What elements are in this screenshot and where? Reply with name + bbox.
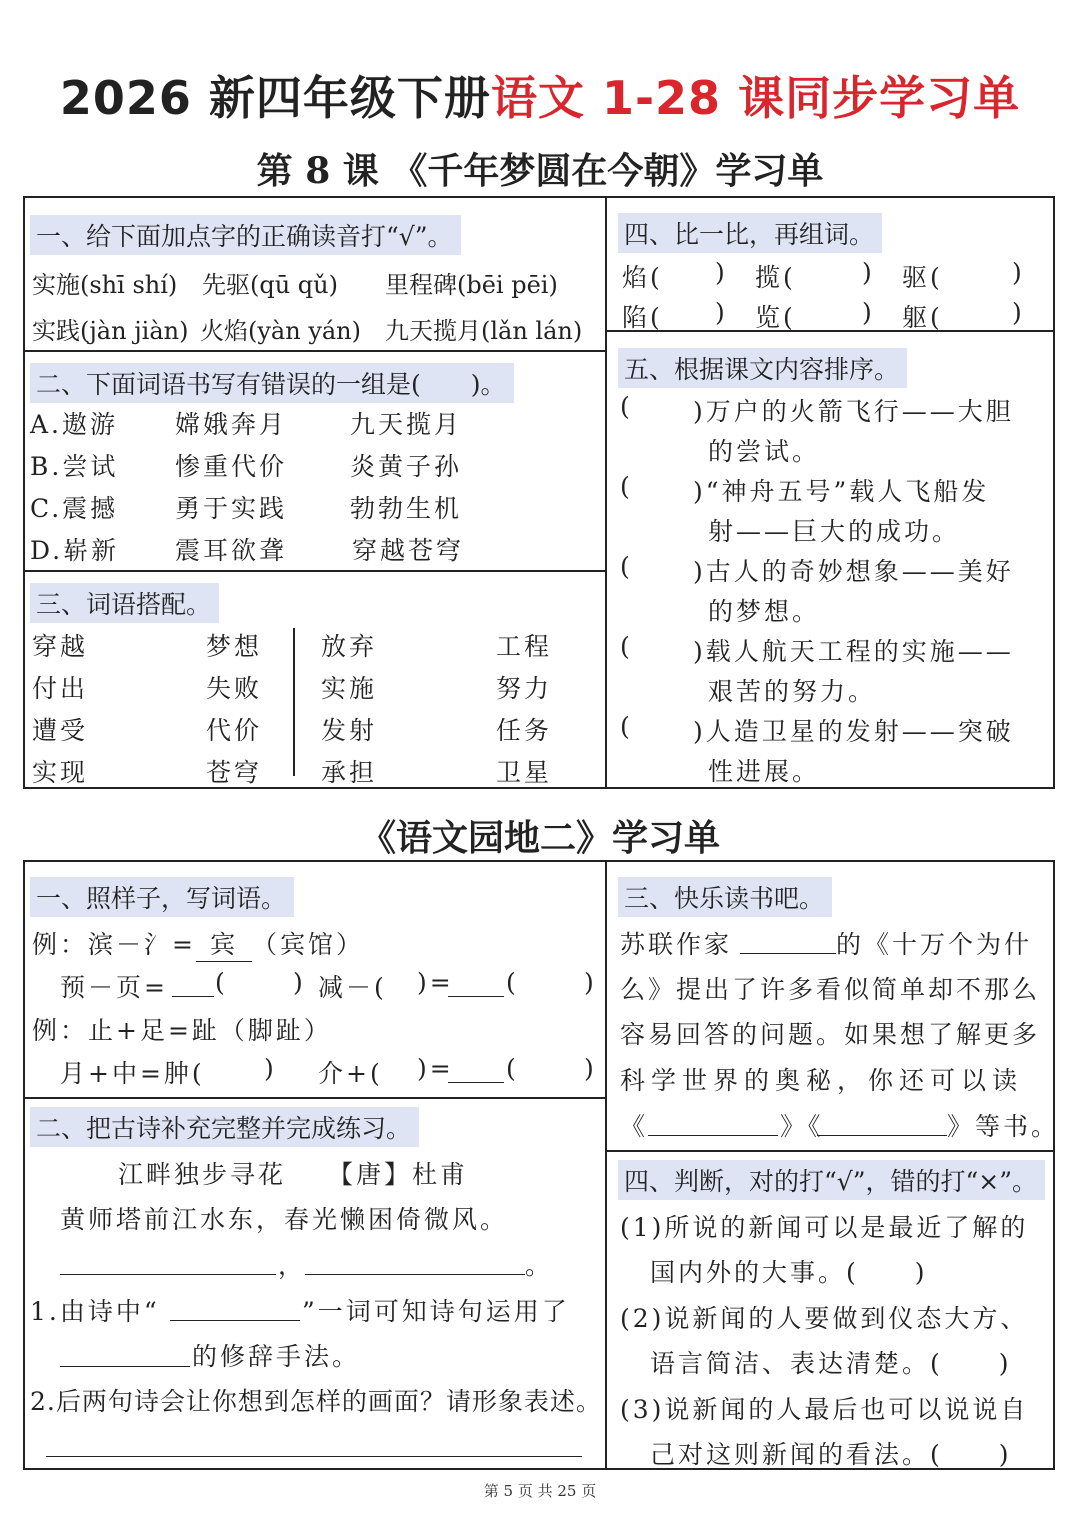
paren-close: ) [1012,258,1025,287]
order-paren: ( [620,552,633,581]
option-label: C.震撼 [30,494,119,523]
question-line [60,968,168,1004]
answer-blank[interactable] [60,1366,190,1367]
match-word: 任务 [496,716,553,745]
match-word: 遭受 [32,716,89,745]
paren-close: ) [715,258,728,287]
section-heading: 一、给下面加点字的正确读音打“√”。 [30,215,461,255]
q-text: 减－( [318,973,387,1002]
reading-text: 科学世界的奥秘，你还可以读 [620,1066,1024,1095]
order-item: 射——巨大的成功。 [708,517,961,546]
section-heading: 二、把古诗补充完整并完成练习。 [30,1107,419,1147]
order-item: )古人的奇妙想象——美好 [693,557,1014,586]
pinyin-item: 先驱(qū qǔ) [202,271,338,299]
compare-char: 焰( [622,263,663,292]
section-heading: 三、词语搭配。 [30,583,219,623]
garden-title: 《语文园地二》学习单 [359,817,720,859]
paren-close: ) [293,968,306,997]
section-heading: 四、比一比，再组词。 [618,213,882,253]
page-footer: 第 5 页 共 25 页 [483,1482,597,1500]
divider [605,860,607,1470]
match-word: 放弃 [321,632,378,661]
match-word: 穿越 [32,632,89,661]
answer-blank[interactable] [46,1456,582,1457]
compare-char: 驱( [902,263,943,292]
order-item: 的尝试。 [708,437,821,466]
answer-blank[interactable] [648,1135,778,1136]
answer-blank[interactable] [172,996,214,997]
order-paren: ( [620,712,633,741]
poem-title: 江畔独步寻花 [118,1160,287,1189]
pinyin-item: 里程碑(bēi pēi) [385,271,558,299]
match-word: 发射 [321,716,378,745]
order-item: 艰苦的努力。 [708,677,877,706]
option-label: B.尝试 [30,452,119,481]
q-text: )= [417,1054,454,1083]
paren-close: ) [862,298,875,327]
order-item: )“神舟五号”载人飞船发 [693,477,990,506]
option-label: D.崭新 [30,536,120,565]
match-word: 实现 [32,758,89,787]
punct: 。 [525,1251,554,1280]
option-word: 炎黄子孙 [350,452,463,481]
option-word: 震耳欲聋 [175,536,288,565]
paren-close: ) [264,1054,277,1083]
judge-item: (1)所说的新闻可以是最近了解的 [620,1213,1029,1242]
example-answer: 宾 [196,925,252,962]
option-word: 嫦娥奔月 [175,410,288,439]
order-item: )万户的火箭飞行——大胆 [693,397,1014,426]
match-word: 梦想 [206,632,263,661]
answer-blank[interactable] [817,1135,947,1136]
q-text: 预－页= [60,973,168,1002]
q-text: 的修辞手法。 [192,1342,361,1371]
option-word: 勇于实践 [175,494,288,523]
divider [23,570,606,572]
pinyin-item: 实施(shī shí) [32,271,178,299]
order-item: )人造卫星的发射——突破 [693,717,1014,746]
paren-close: ) [715,298,728,327]
answer-blank[interactable] [170,1320,300,1321]
order-paren: ( [620,472,633,501]
reading-text: 苏联作家 [620,930,733,959]
example-prefix: 例：滨－氵= [32,930,196,959]
paren-close: ) [584,968,597,997]
lesson8-title: 第 8 课 《千年梦圆在今朝》学习单 [256,150,824,192]
divider [605,196,607,789]
match-word: 实施 [321,674,378,703]
answer-blank[interactable] [448,996,504,997]
pinyin-item: 实践(jàn jiàn) [32,317,189,345]
poem-line: 黄师塔前江水东，春光懒困倚微风。 [60,1205,509,1234]
pinyin-item: 火焰(yàn yán) [200,317,362,345]
paren-close: ) [1012,298,1025,327]
title-red: 语文 1-28 课同步学习单 [490,71,1021,125]
match-word: 努力 [496,674,553,703]
reading-text: 《 [620,1112,649,1141]
divider [23,1097,606,1099]
answer-blank[interactable] [305,1274,525,1275]
order-item: 的梦想。 [708,597,821,626]
option-word: 穿越苍穹 [352,536,465,565]
section-heading: 二、下面词语书写有错误的一组是( )。 [30,363,514,403]
reading-text: 》等书。 [947,1112,1060,1141]
punct: ， [278,1251,307,1280]
judge-item: (2)说新闻的人要做到仪态大方、 [620,1304,1029,1333]
answer-blank[interactable] [60,1274,276,1275]
divider [605,1150,1055,1152]
answer-blank[interactable] [448,1082,504,1083]
poem-author: 【唐】杜甫 [328,1160,469,1189]
compare-char: 揽( [755,263,796,292]
q-text: 介+( [318,1059,383,1088]
option-word: 惨重代价 [175,452,288,481]
section-heading: 三、快乐读书吧。 [618,877,832,917]
option-label: A.遨游 [30,410,119,439]
example-line [32,925,364,962]
q-text: ”一词可知诗句运用了 [302,1297,570,1326]
divider [293,628,295,776]
pinyin-item: 九天揽月(lǎn lán) [385,317,583,345]
paren-open: ( [506,1054,519,1083]
divider [605,330,1055,332]
option-word: 九天揽月 [350,410,463,439]
match-word: 苍穹 [206,758,263,787]
reading-text: 么》提出了许多看似简单却不那么 [620,975,1041,1004]
q-text: 1.由诗中“ [30,1297,160,1326]
main-title [0,62,1080,128]
reading-text: 的《十万个为什 [836,930,1033,959]
title-black: 2026 新四年级下册 [59,71,491,125]
judge-item: (3)说新闻的人最后也可以说说自 [620,1395,1029,1424]
section-heading: 五、根据课文内容排序。 [618,348,907,388]
section-heading: 一、照样子，写词语。 [30,877,294,917]
compare-char: 览( [755,303,796,332]
order-item: )载人航天工程的实施—— [693,637,1014,666]
answer-blank[interactable] [740,953,836,954]
reading-text: 容易回答的问题。如果想了解更多 [620,1020,1041,1049]
divider [23,350,606,352]
match-word: 工程 [496,632,553,661]
match-word: 卫星 [496,758,553,787]
order-paren: ( [620,392,633,421]
match-word: 承担 [321,758,378,787]
judge-item: 己对这则新闻的看法。( ) [650,1440,1012,1469]
order-item: 性进展。 [708,757,821,786]
option-word: 勃勃生机 [350,494,463,523]
match-word: 失败 [206,674,263,703]
paren-open: ( [215,968,228,997]
reading-text: 》《 [780,1112,824,1141]
compare-char: 躯( [902,303,943,332]
paren-close: ) [862,258,875,287]
order-paren: ( [620,632,633,661]
section-heading: 四、判断，对的打“√”，错的打“×”。 [618,1160,1045,1200]
q-text: 月+中=肿( [60,1059,205,1088]
q-text: 2.后两句诗会让你想到怎样的画面？请形象表述。 [30,1387,602,1416]
judge-item: 国内外的大事。( ) [650,1258,928,1287]
example-line: 例：止+足=趾（脚趾） [32,1016,332,1045]
example-suffix: （宾馆） [251,930,364,959]
compare-char: 陷( [622,303,663,332]
judge-item: 语言简洁、表达清楚。( ) [650,1349,1012,1378]
paren-open: ( [506,968,519,997]
match-word: 付出 [32,674,89,703]
paren-close: ) [584,1054,597,1083]
q-text: )= [417,968,454,997]
match-word: 代价 [206,716,263,745]
